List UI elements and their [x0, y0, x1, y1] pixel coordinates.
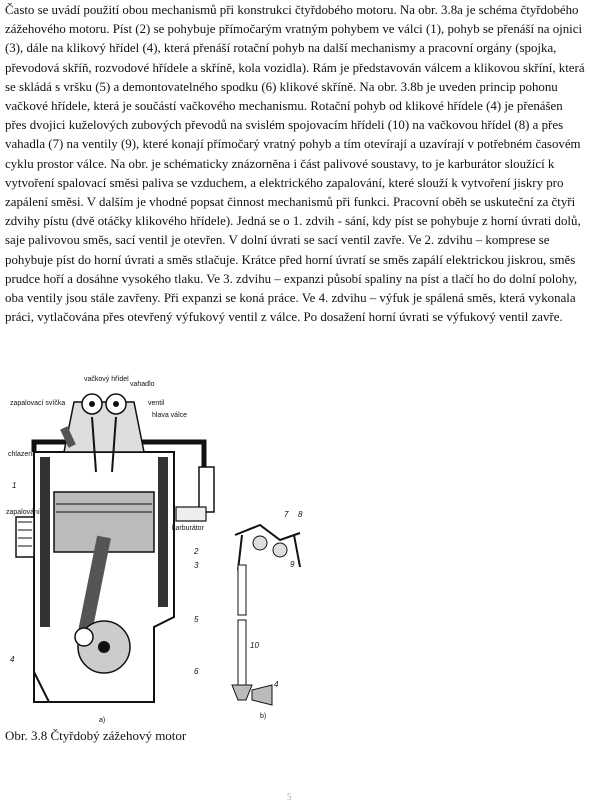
num-7: 7	[284, 510, 289, 519]
num-9: 9	[290, 560, 295, 569]
num-3: 3	[194, 561, 199, 570]
num-1: 1	[12, 481, 17, 490]
num-8: 8	[298, 510, 303, 519]
camshaft-figure-b	[230, 505, 310, 720]
page-mark: 5	[287, 792, 292, 802]
num-5: 5	[194, 615, 199, 624]
figure-caption: Obr. 3.8 Čtyřdobý zážehový motor	[5, 728, 187, 743]
camshaft-diagram	[230, 505, 310, 720]
num-4: 4	[10, 655, 15, 664]
label-sub-a: a)	[99, 717, 106, 724]
label-vackovy-hridel: vačkový hřídel	[84, 376, 129, 383]
label-vahadlo: vahadlo	[130, 381, 155, 388]
body-paragraph: Často se uvádí použití obou mechanismů při konstrukci čtyřdobého motoru. Na obr. 3.8a je schéma čtyřdobého zážehového motoru. Píst (2) se pohybuje přímočarým vratným pohybem ve válci (1), pohyb se přenáší na ojnici (3), dále na klikový hřídel (4), která přenáší rotační pohyb na další mechanismy a pracovní orgány (spojka, převodová skříň, rozvodové hřídele a skříně, kola vozidla). Rám je představován válcem a klikovou skříní, která se skládá s vršku (5) a demontovatelného spodku (6) klikové skříně. Na obr. 3.8b je uveden princip pohonu vačkové hřídele, která je součástí vačkového mechanismu. Rotační pohyb od klikové hřídele (4) je přenášen přes dvojici kuželových zubových převodů na svislém spojovacím hřídeli (10) na vačkovou hřídel (8) a přes vahadla (7) na ventily (9), které konají přímočarý vratný pohyb a tím otevírají a uzavírají v potřebném časovém cyklu prostor válce. Na obr. je schématicky znázorněna i část palivové soustavy, to je karburátor sloužící k vytvoření spalovací směsi paliva se vzduchem, a elektrického zapalování, které slouží k vytvoření jiskry pro zapálení směsi. V dalším je vhodné popsat činnost mechanismů při funkci. Pracovní oběh se uskuteční za čtyři zdvihy pístu (dvě otáčky klikového hřídele). Jedná se o 1. zdvih - sání, kdy píst se pohybuje z horní úvrati dolů, saje palivovou směs, sací ventil je otevřen. V dolní úvrati se sací ventil zavře. Ve 2. zdvihu – komprese se pohybuje píst do horní úvrati a směs stlačuje. Krátce před horní úvratí se směs zapálí elektrickou jiskrou, směs prudce hoří a dosáhne vysokého tlaku. Ve 3. zdvihu – expanzi působí spaliny na píst a tlačí ho do dolní polohy, oba ventily jsou stále zavřeny. Při expanzi se koná práce. Ve 4. zdvihu – výfuk je spálená směs, která vykonala práci, vytlačována přes otevřený výfukový ventil z válce. Po dosažení horní úvrati se výfukový ventil zavře.	[5, 3, 585, 325]
num-2: 2	[194, 547, 199, 556]
label-chlazeni: chlazení	[8, 451, 35, 458]
label-zapalovani: zapalování	[6, 509, 40, 516]
label-sub-b: b)	[260, 713, 267, 720]
label-ventil: ventil	[148, 400, 165, 407]
label-karburator: karburátor	[172, 525, 204, 532]
label-zapalovaci-svicka: zapalovací svíčka	[10, 400, 66, 407]
num-10: 10	[250, 641, 259, 650]
num-6: 6	[194, 667, 199, 676]
num-4b: 4	[274, 680, 279, 689]
label-hlava-valce: hlava válce	[152, 412, 188, 419]
